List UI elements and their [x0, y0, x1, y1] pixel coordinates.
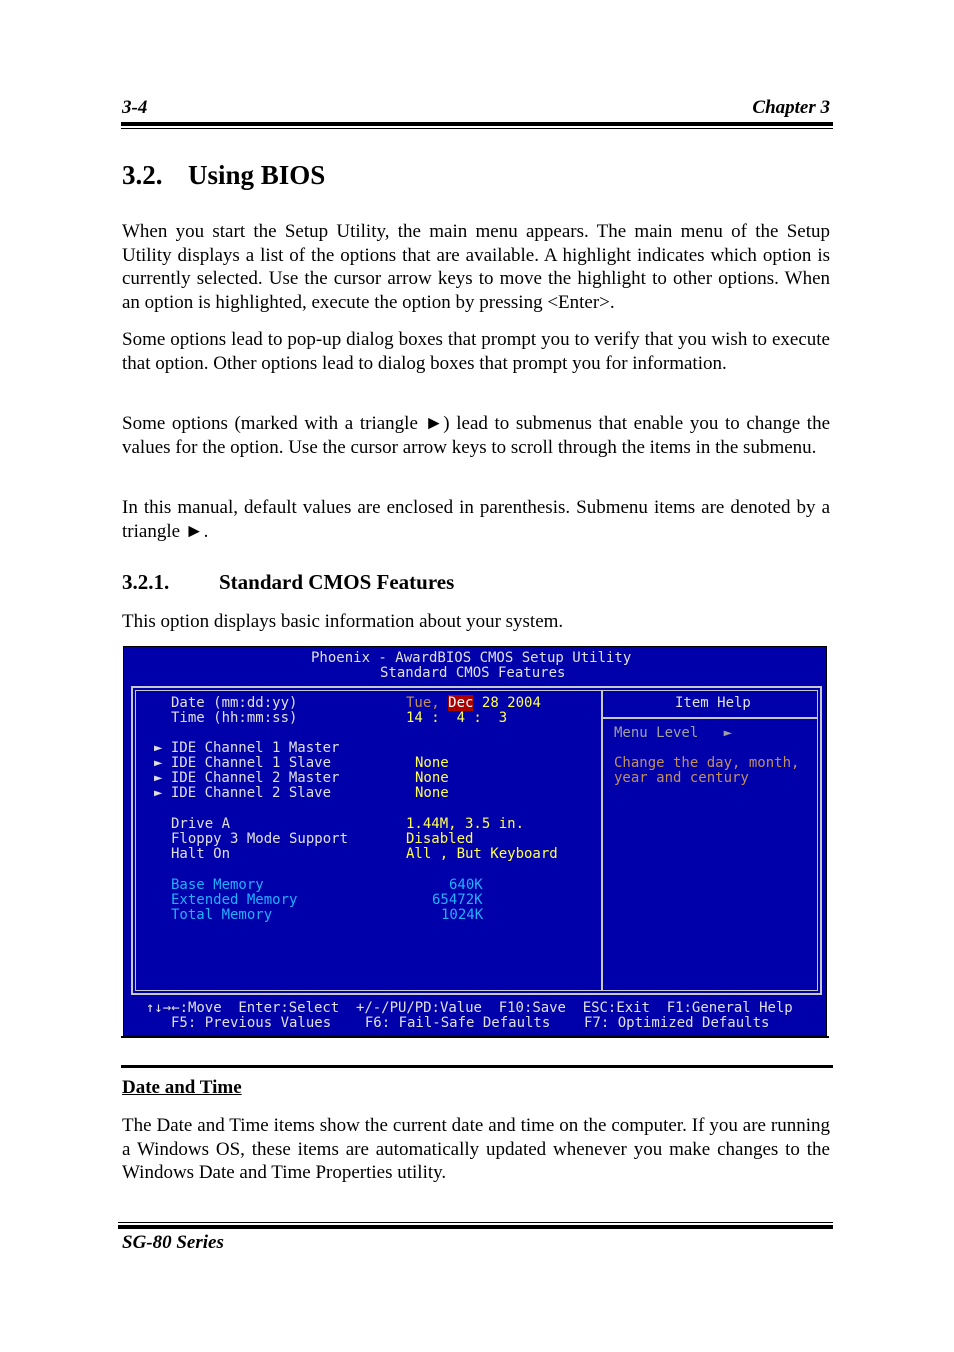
subsection-number: 3.2.1.	[122, 570, 170, 594]
bios-date-value[interactable]	[406, 696, 541, 711]
bios-ide-2-master-value: None	[415, 770, 449, 786]
subsection-title: Standard CMOS Features	[219, 570, 455, 594]
bios-menu-level: Menu Level ►	[614, 725, 733, 741]
bios-ide-1-slave-value: None	[415, 755, 449, 771]
paragraph-popup: Some options lead to pop-up dialog boxes that prompt you to verify that you wish to execute that option. Other options lead to dialog boxes that prompt you for information.	[122, 329, 830, 374]
bios-date-rest[interactable]: 28 2004	[481, 695, 541, 711]
bios-base-memory-value: 640K	[449, 877, 483, 893]
bios-floppy-value[interactable]: Disabled	[406, 831, 474, 847]
bios-item-help-title: Item Help	[675, 695, 751, 711]
bios-ide-2-slave[interactable]: ► IDE Channel 2 Slave	[154, 785, 332, 801]
header-rule	[121, 122, 833, 126]
section-title: Using BIOS	[188, 160, 326, 190]
section-heading	[122, 160, 325, 191]
bios-date-label[interactable]: Date (mm:dd:yy)	[171, 695, 298, 711]
footer-rule	[118, 1225, 833, 1229]
bios-extended-memory-value: 65472K	[432, 892, 483, 908]
bios-time-label[interactable]: Time (hh:mm:ss)	[171, 710, 298, 726]
paragraph-submenu: Some options (marked with a triangle ►) lead to submenus that enable you to change the values for the option. Use the cursor arrow keys to scroll through the items in the submenu.	[122, 413, 830, 458]
bios-help-divider	[602, 717, 818, 719]
bios-help-line-2: year and century	[614, 770, 749, 786]
bios-divider	[601, 690, 603, 991]
date-time-text: The Date and Time items show the current date and time on the computer. If you are running a Windows OS, these items are automatically updated whenever you make changes to the Windows Date and Time Properties utility.	[122, 1115, 830, 1184]
bios-keys-line-1: ↑↓→←:Move Enter:Select +/-/PU/PD:Value F10:Save ESC:Exit F1:General Help	[146, 1000, 793, 1016]
bios-halt-value[interactable]: All , But Keyboard	[406, 846, 558, 862]
bios-help-line-1: Change the day, month,	[614, 755, 800, 771]
paragraph-intro: When you start the Setup Utility, the main menu appears. The main menu of the Setup Utility displays a list of the options that are available. A highlight indicates which option is currently selected. Use the cursor arrow keys to move the highlight to other options. When an option is highlighted, execute the option by pressing <Enter>.	[122, 221, 830, 313]
bios-ide-2-slave-value: None	[415, 785, 449, 801]
bios-base-memory-label: Base Memory	[171, 877, 264, 893]
subsection-intro: This option displays basic information about your system.	[122, 611, 564, 632]
bios-drive-a-label[interactable]: Drive A	[171, 816, 231, 832]
bios-time-value[interactable]: 14 : 4 : 3	[406, 710, 508, 726]
page-number: 3-4	[122, 97, 148, 118]
bios-ide-2-master[interactable]: ► IDE Channel 2 Master	[154, 770, 340, 786]
bios-ide-1-slave[interactable]: ► IDE Channel 1 Slave	[154, 755, 332, 771]
bios-ide-1-master[interactable]: ► IDE Channel 1 Master	[154, 740, 340, 756]
footer-series: SG-80 Series	[122, 1232, 224, 1253]
bios-extended-memory-label: Extended Memory	[171, 892, 298, 908]
header-rule-thin	[121, 128, 833, 129]
bios-total-memory-label: Total Memory	[171, 907, 273, 923]
footer-rule-thin	[118, 1222, 833, 1223]
section-rule	[121, 1065, 833, 1068]
chapter-label: Chapter 3	[752, 97, 830, 118]
bios-halt-label[interactable]: Halt On	[171, 846, 231, 862]
paragraph-defaults: In this manual, default values are enclosed in parenthesis. Submenu items are denoted by a triangle ►.	[122, 497, 830, 542]
bios-keys-line-2: F5: Previous Values F6: Fail-Safe Defaults F7: Optimized Defaults	[171, 1015, 770, 1031]
subsection-heading	[122, 570, 454, 595]
bios-date-day: Tue,	[406, 695, 440, 711]
bios-title: Phoenix - AwardBIOS CMOS Setup Utility	[311, 650, 632, 666]
section-number: 3.2.	[122, 160, 163, 190]
bios-bottom-border	[121, 1036, 829, 1038]
date-time-heading: Date and Time	[122, 1077, 242, 1098]
bios-date-month[interactable]: Dec	[448, 695, 474, 711]
bios-floppy-label[interactable]: Floppy 3 Mode Support	[171, 831, 349, 847]
bios-screenshot	[123, 646, 827, 1036]
bios-drive-a-value[interactable]: 1.44M, 3.5 in.	[406, 816, 525, 832]
bios-total-memory-value: 1024K	[441, 907, 484, 923]
bios-subtitle: Standard CMOS Features	[380, 665, 566, 681]
